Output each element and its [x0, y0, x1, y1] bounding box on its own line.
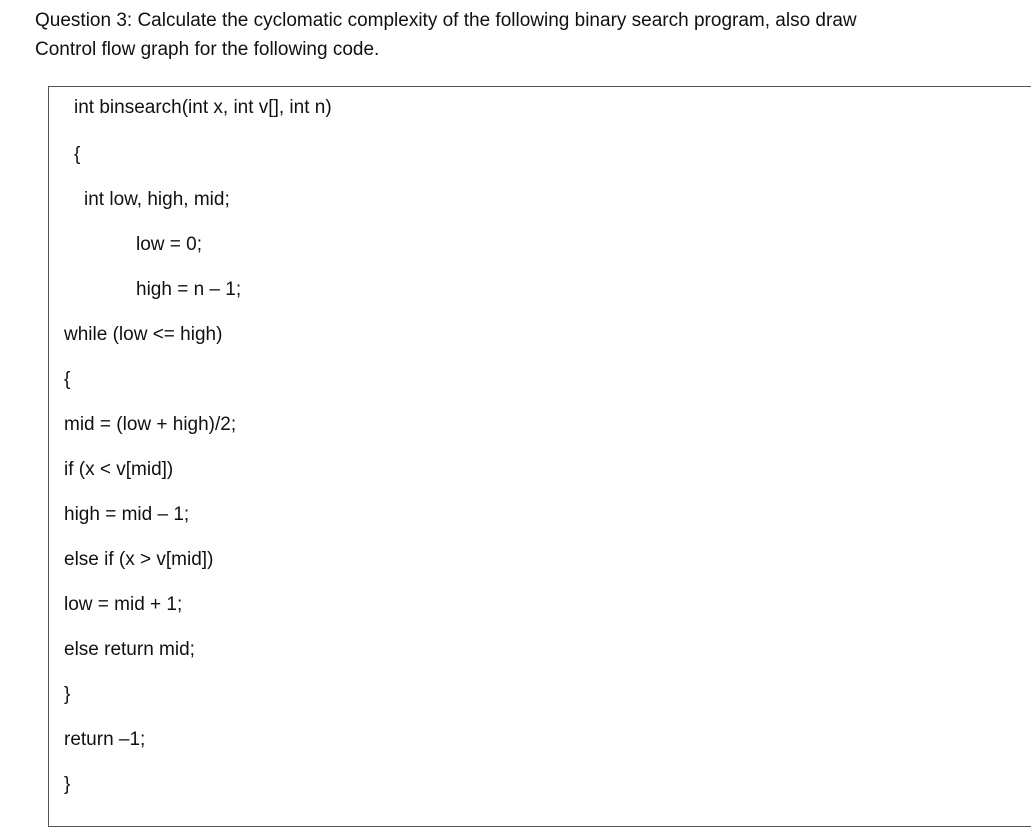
code-line-else-return: else return mid; — [64, 639, 195, 660]
code-line-close-brace: } — [64, 774, 71, 795]
code-line-open-brace: { — [74, 144, 81, 165]
code-line-function-signature: int binsearch(int x, int v[], int n) — [74, 97, 332, 118]
question-text — [35, 6, 1015, 64]
question-line-2: Control flow graph for the following code. — [35, 39, 380, 60]
code-line-high-init: high = n – 1; — [136, 279, 242, 300]
code-line-low-update: low = mid + 1; — [64, 594, 183, 615]
code-line-low-init: low = 0; — [136, 234, 203, 255]
code-line-while: while (low <= high) — [64, 324, 223, 345]
code-line-return-fail: return –1; — [64, 729, 146, 750]
code-box — [48, 86, 1031, 827]
code-line-else-if: else if (x > v[mid]) — [64, 549, 214, 570]
code-line-loop-close-brace: } — [64, 684, 71, 705]
code-line-loop-open-brace: { — [64, 369, 71, 390]
question-line-1: Question 3: Calculate the cyclomatic complexity of the following binary search program, also draw — [35, 10, 857, 31]
code-line-mid-calc: mid = (low + high)/2; — [64, 414, 237, 435]
code-line-declaration: int low, high, mid; — [84, 189, 230, 210]
code-line-if: if (x < v[mid]) — [64, 459, 174, 480]
code-line-high-update: high = mid – 1; — [64, 504, 190, 525]
